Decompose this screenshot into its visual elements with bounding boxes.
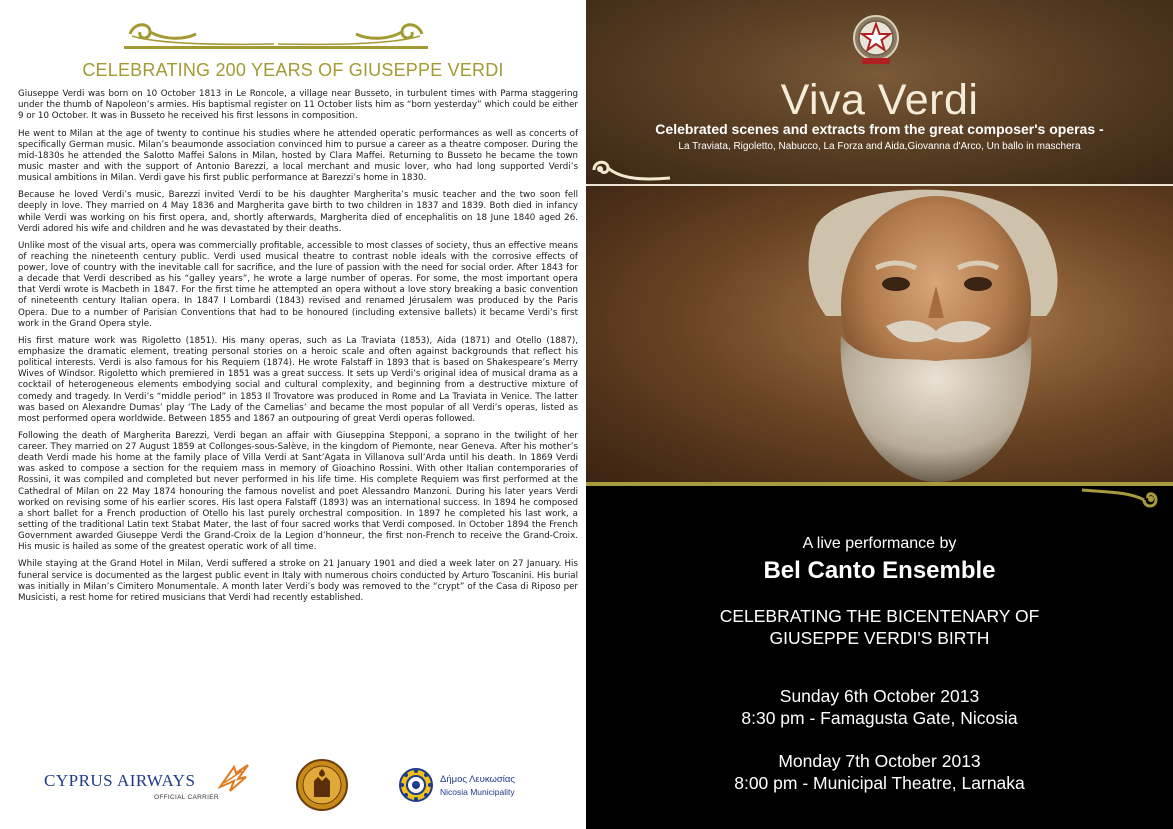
article-paragraph: Following the death of Margherita Barezzi, Verdi began an affair with Giuseppina Stepponi, a soprano in the twilight of her career. They married on 27 August 1859 at Collonges-sous-Salève, in the kingdom of Piemonte, near Geneva. After his mother’s death Verdi made his home at the family place of Villa Verdi at Sant’Agata in Villanova sull’Arda until his death. In 1869 Verdi was asked to compose a section for the requiem mass in memory of Gioachino Rossini. With other Italian contemporaries of Rossini, it was compiled and completed but never performed in his life time. His complete Requiem was first performed at the Cathedral of Milan on 22 May 1874 honouring the famous novelist and poet Alessandro Manzoni. During his later years Verdi worked on revising some of his earlier scores. His last opera Falstaff (1893) was an international success. In 1894 he composed a short ballet for a French production of Otello his last purely orchestral composition. In 1897 he completed his last work, a setting of the traditional Latin text Stabat Mater, the last of four sacred works that Verdi composed. In October 1894 the French Government awarded Giuseppe Verdi the Grand-Croix de la Legion d’honneur, the first non-French to receive the Grand-Croix. His music is hailed as some of the greatest operatic work of all time. — [18, 431, 578, 553]
municipality-greek-name: Δήμος Λευκωσίας — [440, 774, 515, 785]
event-date: Monday 7th October 2013 — [778, 751, 981, 771]
cyprus-airways-logo — [44, 767, 254, 807]
sponsor-logos — [0, 755, 586, 815]
portrait-illustration — [586, 186, 1173, 482]
article-paragraph: While staying at the Grand Hotel in Milan, Verdi suffered a stroke on 21 January 1901 and died a week later on 27 January. His funeral service is documented as the largest public event in Italy with numerous choirs conducted by Arturo Toscanini. His burial was initially in Milan’s Cimitero Monumentale. A month later Verdi’s body was removed to the “crypt” of the Casa di Riposo per Musicisti, a rest home for retired musicians that Verdi had recently established. — [18, 559, 578, 603]
event-date: Sunday 6th October 2013 — [779, 686, 980, 706]
live-performance-label: A live performance by — [802, 535, 957, 552]
event-detail: 8:00 pm - Municipal Theatre, Larnaka — [734, 773, 1025, 793]
opera-list: La Traviata, Rigoletto, Nabucco, La Forza and Aida,Giovanna d'Arco, Un ballo in maschera — [678, 141, 1081, 152]
scroll-ornament-icon — [1080, 484, 1162, 514]
municipality-english-name: Nicosia Municipality — [440, 787, 515, 797]
right-panel — [586, 0, 1173, 829]
bicentenary-heading: CELEBRATING THE BICENTENARY OF — [719, 606, 1040, 626]
article-paragraph: He went to Milan at the age of twenty to continue his studies where he attended operatic performances as well as concerts of specifically German music. Milan’s beaumonde association convinced him to pursue a career as a theatre composer. During the mid-1830s he attended the Salotto Maffei Salons in Milan, hosted by Clara Maffei. Returning to Busseto he became the town music master and with the support of Antonio Barezzi, a local merchant and music lover, who had long supported Verdi’s musical ambitions in Milan. Verdi gave his first public performance at Barezzi’s home in 1830. — [18, 128, 578, 183]
article-body — [18, 89, 578, 610]
article-title: CELEBRATING 200 YEARS OF GIUSEPPE VERDI — [82, 60, 504, 80]
bicentenary-heading: GIUSEPPE VERDI'S BIRTH — [769, 628, 990, 648]
nicosia-municipality-logo — [398, 767, 538, 805]
article-paragraph: His first mature work was Rigoletto (1851). His many operas, such as La Traviata (1853), Aida (1871) and Otello (1887), emphasize the dramatic element, treating personal stories on a heroic scale and often against backgrounds that reflect his political interests. Verdi is also famous for his Requiem (1874). He wrote Falstaff in 1893 that is based on Shakespeare’s Merry Wives of Windsor. Rigoletto which premiered in 1851 was a great success. It sets up Verdi’s original idea of musical drama as a cocktail of heterogeneous elements embodying social and cultural complexity, and beginning from a destructive mixture of comedy and tragedy. In Verdi’s “middle period” in 1853 Il Trovatore was produced in Rome and La Traviata in Venice. The latter was based on Alexandre Dumas’ play ‘The Lady of the Camelias’ and became the most popular of all Verdi’s operas, listed as most performed opera worldwide. Between 1855 and 1867 an outpouring of great Verdi operas followed. — [18, 336, 578, 424]
scroll-ornament-icon — [124, 14, 428, 50]
left-panel — [0, 0, 586, 829]
official-carrier-label: OFFICIAL CARRIER — [154, 794, 219, 801]
verdi-portrait-image — [586, 186, 1173, 482]
airline-name: CYPRUS AIRWAYS — [44, 771, 196, 790]
event-detail: 8:30 pm - Famagusta Gate, Nicosia — [741, 708, 1018, 728]
municipality-seal-icon — [296, 759, 348, 811]
article-paragraph: Because he loved Verdi’s music, Barezzi invited Verdi to be his daughter Margherita’s music teacher and the two soon fell deeply in love. They married on 4 May 1836 and Margherita gave birth to two children in 1837 and 1839. Both died in infancy while Verdi was working on his first opera, and, shortly afterwards, Margherita died of encephalitis on 18 June 1840 aged 26. Verdi adored his wife and children and he was devastated by their deaths. — [18, 190, 578, 234]
event-subtitle: Celebrated scenes and extracts from the great composer's operas - — [655, 121, 1104, 137]
italian-republic-emblem-icon — [850, 12, 902, 68]
sun-emblem-icon — [398, 767, 434, 803]
ensemble-name: Bel Canto Ensemble — [763, 557, 996, 584]
header-band — [586, 0, 1173, 186]
bird-icon — [216, 763, 252, 793]
article-paragraph: Giuseppe Verdi was born on 10 October 1813 in Le Roncole, a village near Busseto, in turbulent times with Parma staggering under the thumb of Napoleon’s armies. His baptismal register on 11 October lists him as “born yesterday” which could be either 9 or 10 October. It was in Busseto he received his first lessons in composition. — [18, 89, 578, 122]
event-title: Viva Verdi — [780, 76, 979, 124]
scroll-ornament-icon — [590, 156, 672, 184]
article-paragraph: Unlike most of the visual arts, opera was commercially profitable, accessible to most classes of society, thus an effective means of reaching the nineteenth century public. Verdi used musical theatre to contrast noble ideals with the corrosive effects of power, love of country with the inevitable call for sacrifice, and the lure of passion with the need for social order. After 1843 for a decade that Verdi described as his “galley years”, he wrote a large number of operas. For some, the most important opera that Verdi wrote is Macbeth in 1847. For the first time he attempted an opera without a love story breaking a basic convention of nineteenth century Italian opera. In 1847 I Lombardi (1843) revised and renamed Jérusalem was produced by the Paris Opera. Due to a number of Parisian Conventions that had to be honoured (including extensive ballets) it became Verdi’s first work in the Grand Opera style. — [18, 241, 578, 329]
